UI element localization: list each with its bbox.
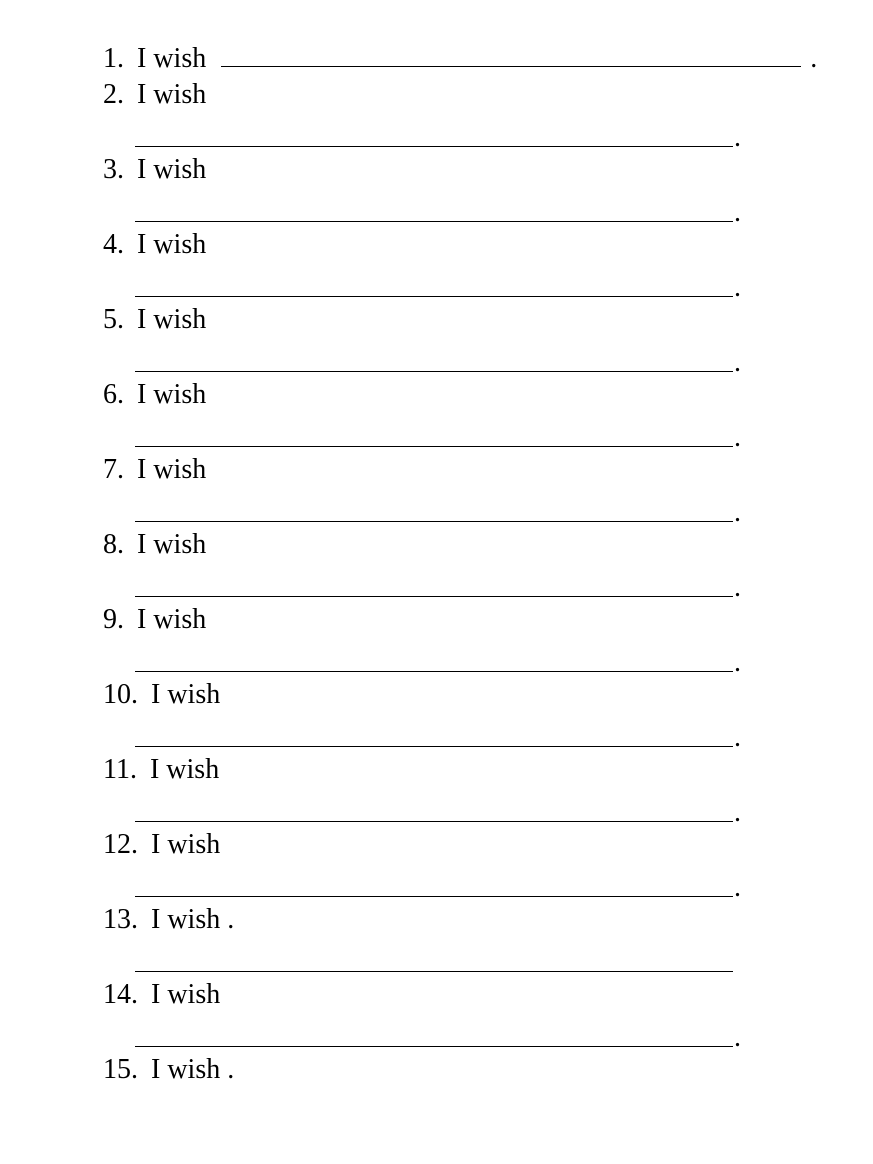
worksheet-item-3 [103, 154, 206, 186]
answer-blank[interactable] [135, 371, 733, 372]
worksheet-item-1 [103, 42, 817, 74]
item-period: . [734, 647, 741, 678]
item-stem: I wish [137, 43, 207, 74]
answer-blank[interactable] [135, 1046, 733, 1047]
worksheet-item-6 [103, 379, 206, 411]
worksheet-item-7 [103, 454, 206, 486]
answer-blank[interactable] [135, 671, 733, 672]
item-period: . [734, 272, 741, 303]
item-number: 11. [103, 754, 137, 785]
answer-blank[interactable] [135, 896, 733, 897]
item-stem: I wish [151, 979, 221, 1010]
item-period: . [810, 43, 818, 74]
item-stem: I wish [137, 454, 207, 485]
answer-blank[interactable] [135, 971, 733, 972]
worksheet-item-11 [103, 754, 219, 786]
worksheet-item-15 [103, 1054, 234, 1086]
worksheet-item-14 [103, 979, 220, 1011]
item-stem: I wish [137, 379, 207, 410]
answer-blank[interactable] [135, 221, 733, 222]
item-stem: I wish [137, 229, 207, 260]
item-stem: I wish [137, 529, 207, 560]
answer-blank[interactable] [135, 521, 733, 522]
item-period: . [734, 422, 741, 453]
item-stem: I wish [137, 154, 207, 185]
item-number: 1. [103, 43, 124, 74]
item-stem: I wish . [151, 904, 235, 935]
worksheet-item-10 [103, 679, 220, 711]
answer-blank[interactable] [135, 446, 733, 447]
answer-blank[interactable] [135, 746, 733, 747]
item-stem: I wish [137, 604, 207, 635]
item-period: . [734, 797, 741, 828]
item-number: 6. [103, 379, 124, 410]
worksheet-item-9 [103, 604, 206, 636]
item-number: 15. [103, 1054, 138, 1085]
answer-blank[interactable] [221, 42, 801, 67]
item-number: 9. [103, 604, 124, 635]
worksheet-item-5 [103, 304, 206, 336]
answer-blank[interactable] [135, 146, 733, 147]
item-number: 12. [103, 829, 138, 860]
worksheet-item-2 [103, 79, 206, 111]
answer-blank[interactable] [135, 596, 733, 597]
item-period: . [734, 1022, 741, 1053]
item-stem: I wish [151, 679, 221, 710]
item-number: 13. [103, 904, 138, 935]
item-stem: I wish [149, 754, 220, 785]
item-period: . [734, 122, 741, 153]
item-period: . [734, 872, 741, 903]
answer-blank[interactable] [135, 296, 733, 297]
item-stem: I wish [137, 304, 207, 335]
item-number: 14. [103, 979, 138, 1010]
item-period: . [734, 497, 741, 528]
worksheet-item-4 [103, 229, 206, 261]
item-stem: I wish [137, 79, 207, 110]
worksheet-item-13 [103, 904, 234, 936]
item-stem: I wish . [151, 1054, 235, 1085]
item-stem: I wish [151, 829, 221, 860]
worksheet-item-12 [103, 829, 220, 861]
item-period: . [734, 347, 741, 378]
item-number: 3. [103, 154, 124, 185]
item-period: . [734, 197, 741, 228]
item-period: . [734, 572, 741, 603]
item-number: 5. [103, 304, 124, 335]
item-number: 8. [103, 529, 124, 560]
item-number: 4. [103, 229, 124, 260]
item-period: . [734, 722, 741, 753]
item-number: 10. [103, 679, 138, 710]
answer-blank[interactable] [135, 821, 733, 822]
item-number: 7. [103, 454, 124, 485]
worksheet-item-8 [103, 529, 206, 561]
item-number: 2. [103, 79, 124, 110]
